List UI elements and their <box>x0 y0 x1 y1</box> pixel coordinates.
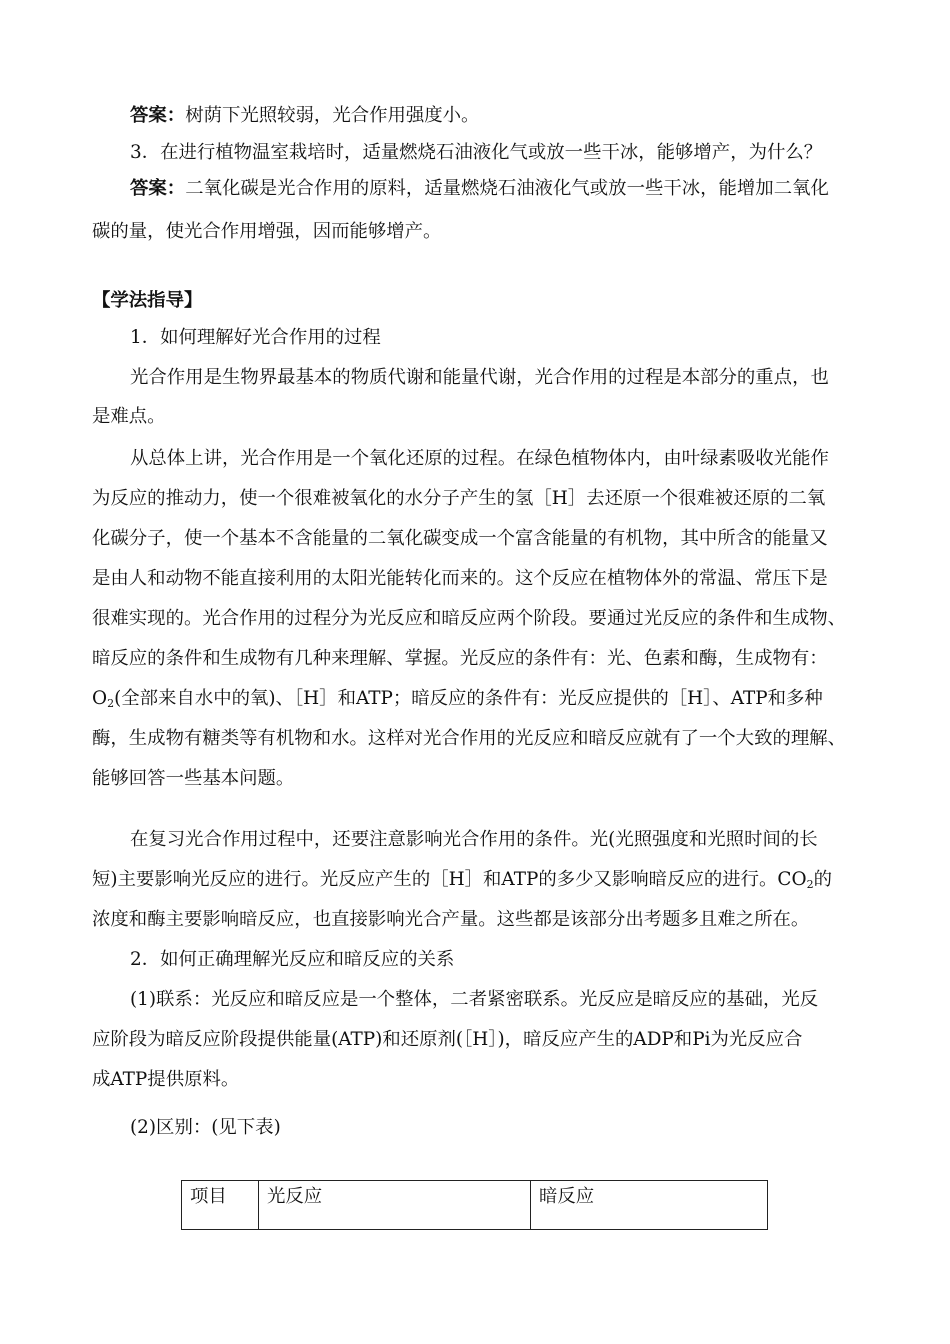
paragraph-line: 暗反应的条件和生成物有几种来理解、掌握。光反应的条件有：光、色素和酶，生成物有： <box>92 648 828 669</box>
comparison-table <box>181 1180 768 1230</box>
paragraph-line: 是难点。 <box>92 406 166 427</box>
paragraph-line: 应阶段为暗反应阶段提供能量(ATP)和还原剂(［H］)，暗反应产生的ADP和Pi为光反应合 <box>92 1029 803 1050</box>
o2-formula: $O_2$ <box>92 688 115 710</box>
table-header-cell: 暗反应 <box>531 1181 768 1230</box>
paragraph-line: (2)区别：(见下表) <box>130 1117 281 1138</box>
answer-text: 二氧化碳是光合作用的原料，适量燃烧石油液化气或放一些干冰，能增加二氧化 <box>185 178 829 199</box>
question-3: 3．在进行植物温室栽培时，适量燃烧石油液化气或放一些干冰，能够增产，为什么？ <box>130 142 823 163</box>
paragraph-line: 短)主要影响光反应的进行。光反应产生的［H］和ATP的多少又影响暗反应的进行。$CO_2$的 <box>92 869 832 891</box>
answer-label: 答案： <box>130 178 186 199</box>
table-header-cell: 光反应 <box>259 1181 531 1230</box>
table-header-row <box>182 1181 768 1230</box>
paragraph-line: 化碳分子，使一个基本不含能量的二氧化碳变成一个富含能量的有机物，其中所含的能量又 <box>92 528 828 549</box>
paragraph-line: 光合作用是生物界最基本的物质代谢和能量代谢，光合作用的过程是本部分的重点，也 <box>130 367 829 388</box>
paragraph-line: (1)联系：光反应和暗反应是一个整体，二者紧密联系。光反应是暗反应的基础，光反 <box>130 989 819 1010</box>
paragraph-line: 是由人和动物不能直接利用的太阳光能转化而来的。这个反应在植物体外的常温、常压下是 <box>92 568 828 589</box>
paragraph-line: 很难实现的。光合作用的过程分为光反应和暗反应两个阶段。要通过光反应的条件和生成物、 <box>92 608 847 629</box>
paragraph-line: 从总体上讲，光合作用是一个氧化还原的过程。在绿色植物体内，由叶绿素吸收光能作 <box>130 448 829 469</box>
paragraph-line: 在复习光合作用过程中，还要注意影响光合作用的条件。光(光照强度和光照时间的长 <box>130 829 818 850</box>
table-header-cell: 项目 <box>182 1181 259 1230</box>
paragraph-line: 酶，生成物有糖类等有机物和水。这样对光合作用的光反应和暗反应就有了一个大致的理解、 <box>92 728 847 749</box>
paragraph-line: 成ATP提供原料。 <box>92 1069 240 1090</box>
paragraph-line: 能够回答一些基本问题。 <box>92 768 295 789</box>
answer-3-line-2: 碳的量，使光合作用增强，因而能够增产。 <box>92 221 442 242</box>
paragraph-line: 浓度和酶主要影响暗反应，也直接影响光合产量。这些都是该部分出考题多且难之所在。 <box>92 909 810 930</box>
answer-1 <box>130 98 910 134</box>
co2-subscript: 2 <box>806 878 814 891</box>
answer-3-line-1 <box>130 171 910 207</box>
section-title: 【学法指导】 <box>92 290 203 311</box>
subsection-1-title: 1．如何理解好光合作用的过程 <box>130 327 381 348</box>
subsection-2-title: 2．如何正确理解光反应和暗反应的关系 <box>130 949 455 970</box>
paragraph-line: $O_2$(全部来自水中的氧)、［H］和ATP；暗反应的条件有：光反应提供的［H］、ATP和多种 <box>92 688 823 710</box>
answer-label: 答案： <box>130 105 186 126</box>
paragraph-line: 为反应的推动力，使一个很难被氧化的水分子产生的氢［H］去还原一个很难被还原的二氧 <box>92 488 826 509</box>
answer-text: 树荫下光照较弱，光合作用强度小。 <box>185 105 480 126</box>
